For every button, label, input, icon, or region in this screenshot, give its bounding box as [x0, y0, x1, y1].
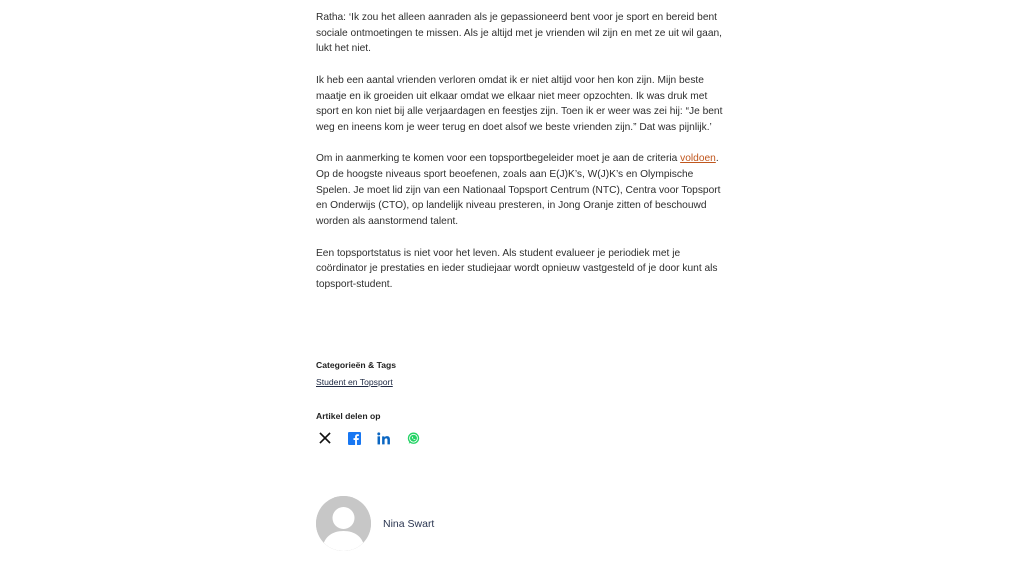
share-linkedin-button[interactable] — [375, 429, 393, 447]
paragraph-text: Om in aanmerking te komen voor een topsportbegeleider moet je aan de criteria — [316, 153, 681, 165]
categories-section — [316, 360, 396, 390]
tag-link[interactable]: Student en Topsport — [316, 377, 393, 387]
share-title: Artikel delen op — [316, 411, 381, 421]
article-body — [316, 10, 724, 308]
whatsapp-icon — [407, 432, 420, 445]
linkedin-icon — [377, 432, 391, 445]
article-paragraph: Een topsportstatus is niet voor het leven. Als student evalueer je periodiek met je coördinator je prestaties en ieder studiejaar wordt opnieuw vastgesteld of je door kunt als topsport-student. — [316, 247, 718, 290]
author-card — [316, 496, 434, 551]
x-icon — [319, 432, 331, 444]
author-name[interactable]: Nina Swart — [383, 517, 435, 530]
share-whatsapp-button[interactable] — [405, 429, 423, 447]
paragraph-text: . Op de hoogste niveaus sport beoefenen, zoals aan E(J)K’s, W(J)K’s en Olympische Spelen. Je moet lid zijn van een Nationaal Topsport Centrum (NTC), Centra voor Topsport en Onderwijs (CTO), op landelijk niveau presteren, in Jong Oranje zitten of beschouwd worden als aanstormend talent. — [316, 153, 721, 228]
share-x-button[interactable] — [316, 429, 334, 447]
article-paragraph: Ik heb een aantal vrienden verloren omdat ik er niet altijd voor hen kon zijn. Mijn beste maatje en ik groeiden uit elkaar omdat we elkaar niet meer opzochten. Ik was druk met sport en kon niet bij alle verjaardagen en feestjes zijn. Toen ik er weer was zei hij: “Je bent weg en ineens kom je weer terug en doet alsof we beste vrienden zijn.” Dat was pijnlijk.’ — [316, 74, 723, 133]
criteria-link[interactable]: voldoen — [680, 153, 716, 165]
facebook-icon — [348, 432, 361, 445]
categories-title: Categorieën & Tags — [316, 360, 397, 370]
avatar[interactable] — [316, 496, 371, 551]
share-buttons — [316, 429, 434, 447]
share-facebook-button[interactable] — [346, 429, 364, 447]
article-paragraph: Ratha: ‘Ik zou het alleen aanraden als je gepassioneerd bent voor je sport en bereid bent sociale ontmoetingen te missen. Als je altijd met je vrienden wil zijn en met ze uit wil gaan, lukt het niet. — [316, 12, 723, 55]
share-section — [316, 411, 434, 447]
article-paragraph — [316, 151, 724, 230]
user-placeholder-icon — [316, 496, 371, 551]
